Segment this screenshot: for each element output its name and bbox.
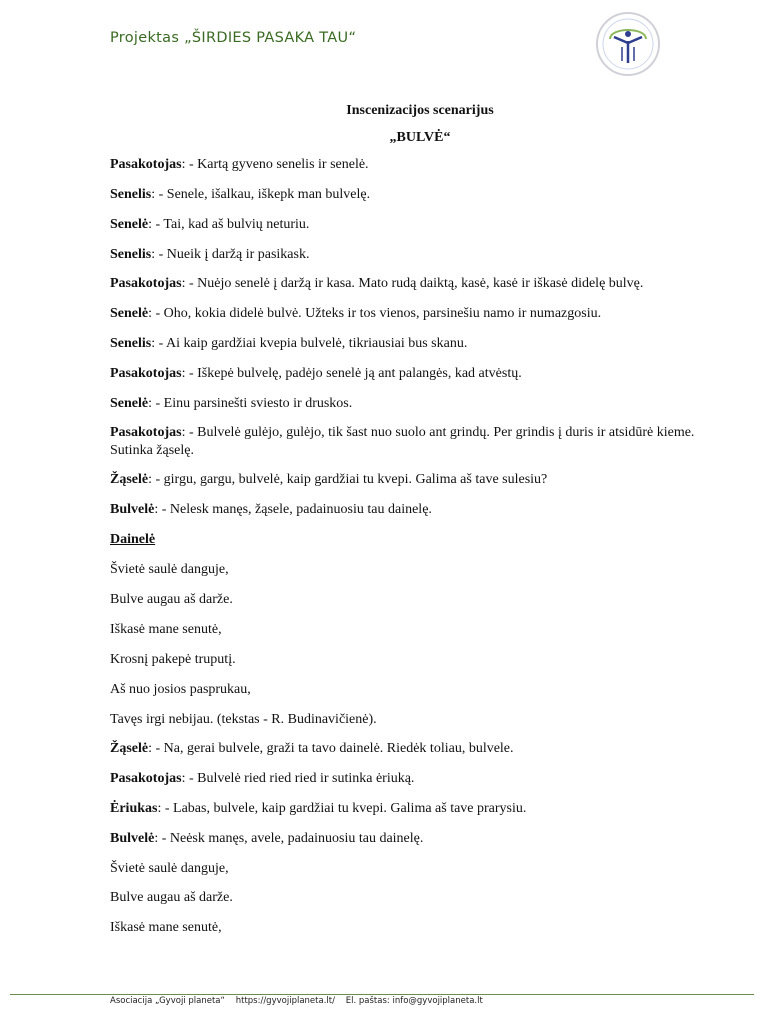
footer [110,996,483,1006]
dialogue-line [110,186,710,204]
speaker-name: Žąselė [110,741,149,756]
line-text: : - Bulvelė ried ried ried ir sutinka ėriuką. [181,771,415,786]
line-text: Švietė saulė danguje, [110,861,229,876]
speaker-name: Pasakotojas [110,425,182,440]
speaker-name: Senelis [110,336,152,351]
dialogue-line [110,800,710,818]
song-line [110,681,710,699]
speaker-name: Senelė [110,306,149,321]
song-line [110,711,710,729]
song-title-text: Dainelė [110,532,156,547]
header-title: Projektas „ŠIRDIES PASAKA TAU“ [110,30,357,46]
speaker-name: Bulvelė [110,831,155,846]
speaker-name: Senelė [110,217,149,232]
speaker-name: Senelė [110,396,149,411]
speaker-name: Pasakotojas [110,157,182,172]
line-text: : - Labas, bulvele, kaip gardžiai tu kvepi. Galima aš tave prarysiu. [157,801,527,816]
song-title [110,531,710,549]
speaker-name: Žąselė [110,472,149,487]
line-text: Tavęs irgi nebijau. (tekstas - R. Budinavičienė). [110,712,377,727]
speaker-name: Senelis [110,247,152,262]
story-title: „BULVĖ“ [389,130,451,145]
line-text: Aš nuo josios pasprukau, [110,682,251,697]
line-text: : - Nelesk manęs, žąsele, padainuosiu tau dainelę. [154,502,432,517]
line-text: Švietė saulė danguje, [110,562,229,577]
line-text: : - Kartą gyveno senelis ir senelė. [181,157,369,172]
line-text: : - Tai, kad aš bulvių neturiu. [148,217,310,232]
dialogue-line [110,471,710,489]
line-text: : - Neėsk manęs, avele, padainuosiu tau dainelę. [154,831,424,846]
dialogue-line [110,246,710,264]
speaker-name: Pasakotojas [110,276,182,291]
song-line [110,651,710,669]
line-text: Krosnį pakepė truputį. [110,652,236,667]
line-text: Iškasė mane senutė, [110,920,222,935]
speaker-name: Pasakotojas [110,771,182,786]
dialogue-line [110,501,710,519]
dialogue-line [110,305,710,323]
footer-org: Asociacija „Gyvoji planeta“ [110,996,225,1006]
line-text: : - Einu parsinešti sviesto ir druskos. [148,396,353,411]
dialogue-line [110,216,710,234]
line-text: : - girgu, gargu, bulvelė, kaip gardžiai tu kvepi. Galima aš tave sulesiu? [148,472,548,487]
line-text: Iškasė mane senutė, [110,622,222,637]
line-text: : - Na, gerai bulvele, graži ta tavo dainelė. Riedėk toliau, bulvele. [148,741,514,756]
line-text: Bulve augau aš darže. [110,890,233,905]
song-line [110,621,710,639]
footer-email: El. paštas: info@gyvojiplaneta.lt [345,996,483,1006]
speaker-name: Bulvelė [110,502,155,517]
dialogue-line [110,156,710,174]
song-line [110,919,710,937]
line-text: : - Senele, išalkau, iškepk man bulvelę. [151,187,371,202]
speaker-name: Senelis [110,187,152,202]
dialogue-line [110,424,710,460]
song-line [110,591,710,609]
scenario-heading: Inscenizacijos scenarijus [346,103,494,118]
footer-divider [10,994,754,995]
line-text: Bulve augau aš darže. [110,592,233,607]
dialogue-line [110,740,710,758]
speaker-name: Ėriukas [110,801,158,816]
dialogue-line [110,395,710,413]
dialogue-line [110,830,710,848]
line-text: : - Ai kaip gardžiai kvepia bulvelė, tikriausiai bus skanu. [151,336,468,351]
footer-url[interactable]: https://gyvojiplaneta.lt/ [235,996,335,1006]
song-line [110,860,710,878]
line-text: : - Nuėjo senelė į daržą ir kasa. Mato rudą daiktą, kasė, kasė ir iškasė didelę bulvę. [181,276,644,291]
dialogue-line [110,770,710,788]
line-text: : - Nueik į daržą ir pasikask. [151,247,310,262]
song-line [110,561,710,579]
song-line [110,889,710,907]
dialogue-line [110,365,710,383]
dialogue-line [110,335,710,353]
speaker-name: Pasakotojas [110,366,182,381]
line-text: : - Oho, kokia didelė bulvė. Užteks ir tos vienos, parsinešiu namo ir numazgosiu. [148,306,602,321]
organization-logo-icon [594,11,662,77]
dialogue-line [110,275,710,293]
line-text: : - Iškepė bulvelę, padėjo senelė ją ant palangės, kad atvėstų. [181,366,522,381]
line-text: : - Bulvelė gulėjo, gulėjo, tik šast nuo suolo ant grindų. Per grindis į duris ir atsidūrė kieme. Sutinka žąselę. [110,425,695,458]
